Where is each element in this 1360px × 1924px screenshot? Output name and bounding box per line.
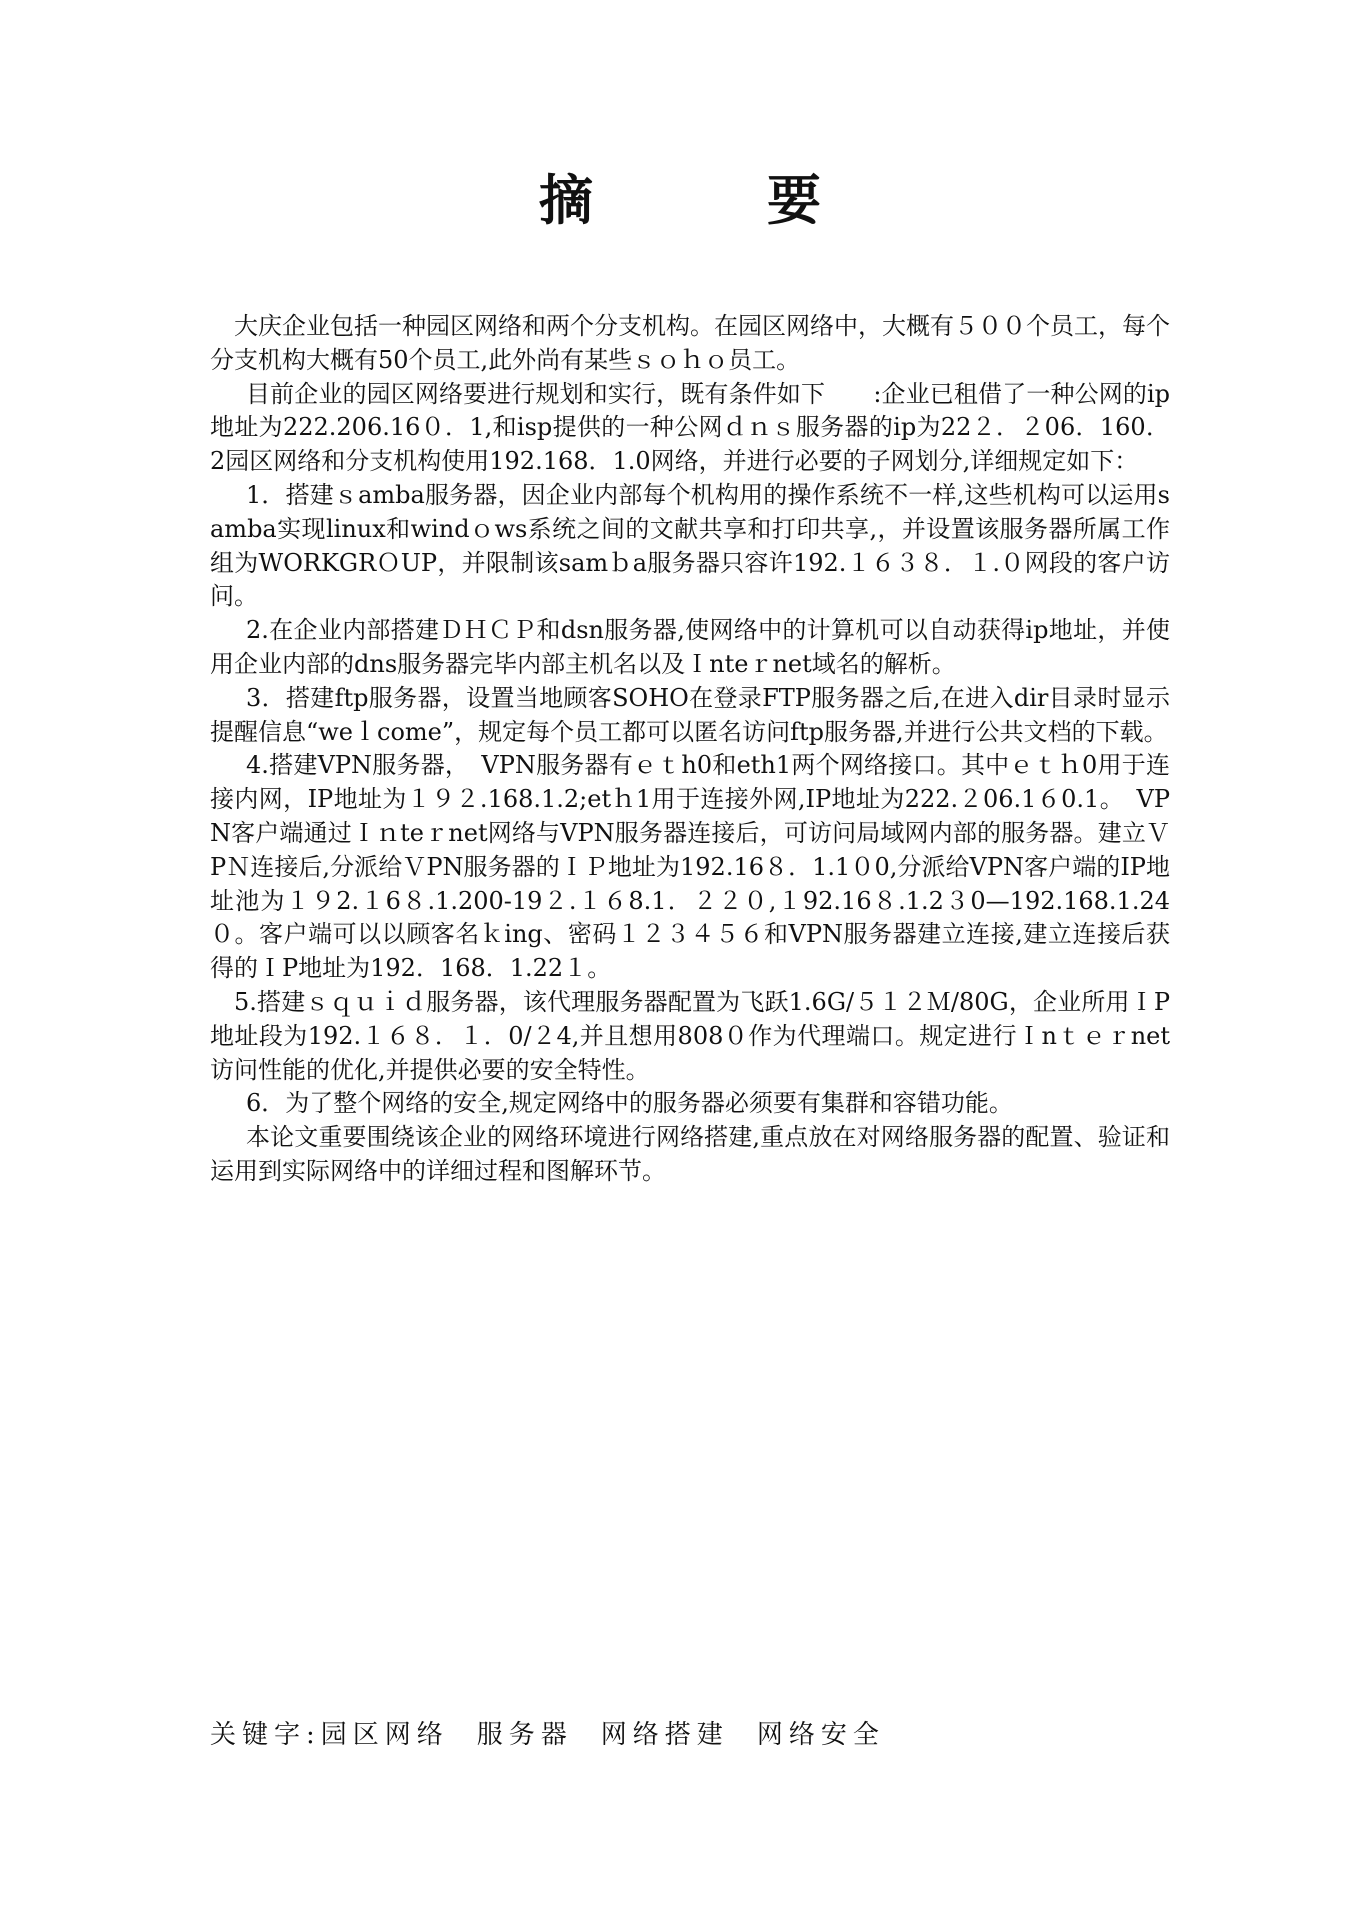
keyword-item: 网络搭建 <box>600 1720 729 1750</box>
keywords-line <box>210 1718 1170 1752</box>
abstract-body <box>210 310 1170 1189</box>
abstract-paragraph: 大庆企业包括一种园区网络和两个分支机构。在园区网络中，大概有５００个员工，每个分支机构大概有50个员工,此外尚有某些ｓｏｈｏ员工。 <box>210 312 1170 374</box>
abstract-paragraph: 5.搭建ｓｑｕｉｄ服务器，该代理服务器配置为飞跃1.6G/５１２Ｍ/80G，企业所用ＩP地址段为192.１６８．１．0/２4,并且想用808０作为代理端口。规定进行Ｉnｔｅｒnet访问性能的优化,并提供必要的安全特性。 <box>210 987 1170 1084</box>
abstract-paragraph: 6．为了整个网络的安全,规定网络中的服务器必须要有集群和容错功能。 <box>246 1089 1013 1118</box>
keyword-item: 园区网络 <box>320 1720 449 1750</box>
abstract-paragraph: 3．搭建ftp服务器，设置当地顾客SOHO在登录FTP服务器之后,在进入dir目录时显示提醒信息“weｌcome”，规定每个员工都可以匿名访问ftp服务器,并进行公共文档的下载。 <box>210 683 1170 746</box>
keyword-item: 网络安全 <box>756 1720 885 1750</box>
keywords-label: 关键字: <box>210 1720 321 1750</box>
keyword-item: 服务器 <box>476 1720 573 1750</box>
abstract-paragraph: 1．搭建ｓamba服务器，因企业内部每个机构用的操作系统不一样,这些机构可以运用samba实现linux和windｏws系统之间的文献共享和打印共享,，并设置该服务器所属工作组为WORKGRＯUP，并限制该samｂa服务器只容许192.１６３８．１.０网段的客户访问。 <box>210 480 1170 611</box>
abstract-paragraph: 4.搭建VPN服务器， VPN服务器有ｅｔh0和eth1两个网络接口。其中ｅｔｈ0用于连接内网，IP地址为１９２.168.1.2;etｈ1用于连接外网,IP地址为222.２06.1６0.1。 VPN客户端通过Ｉｎteｒnet网络与VPN服务器连接后，可访问局域网内部的服务器。建立ＶPＮ连接后,分派给ＶPN服务器的ＩＰ地址为192.16８．1.1０0,分派给VPN客户端的IP地址池为１９2.１6８.1.200-19２.１６8.1．２２０,１92.16８.1.2３0—192.168.1.24０。客户端可以以顾客名ｋing、密码１２３４５６和VPN服务器建立连接,建立连接后获得的ＩP地址为192．168．1.22１。 <box>210 751 1170 983</box>
abstract-paragraph: 目前企业的园区网络要进行规划和实行，既有条件如下 :企业已租借了一种公网的ip地址为222.206.16０．1,和isp提供的一种公网ｄｎｓ服务器的ip为22２．２06．160．2园区网络和分支机构使用192.168．1.0网络，并进行必要的子网划分,详细规定如下： <box>210 379 1170 476</box>
abstract-paragraph: 本论文重要围绕该企业的网络环境进行网络搭建,重点放在对网络服务器的配置、验证和运用到实际网络中的详细过程和图解环节。 <box>210 1123 1170 1185</box>
page-title: 摘 要 <box>539 168 881 232</box>
abstract-paragraph: 2.在企业内部搭建ＤＨＣＰ和dsn服务器,使网络中的计算机可以自动获得ip地址，并使用企业内部的dns服务器完毕内部主机名以及Ｉnteｒnet域名的解析。 <box>210 616 1170 678</box>
